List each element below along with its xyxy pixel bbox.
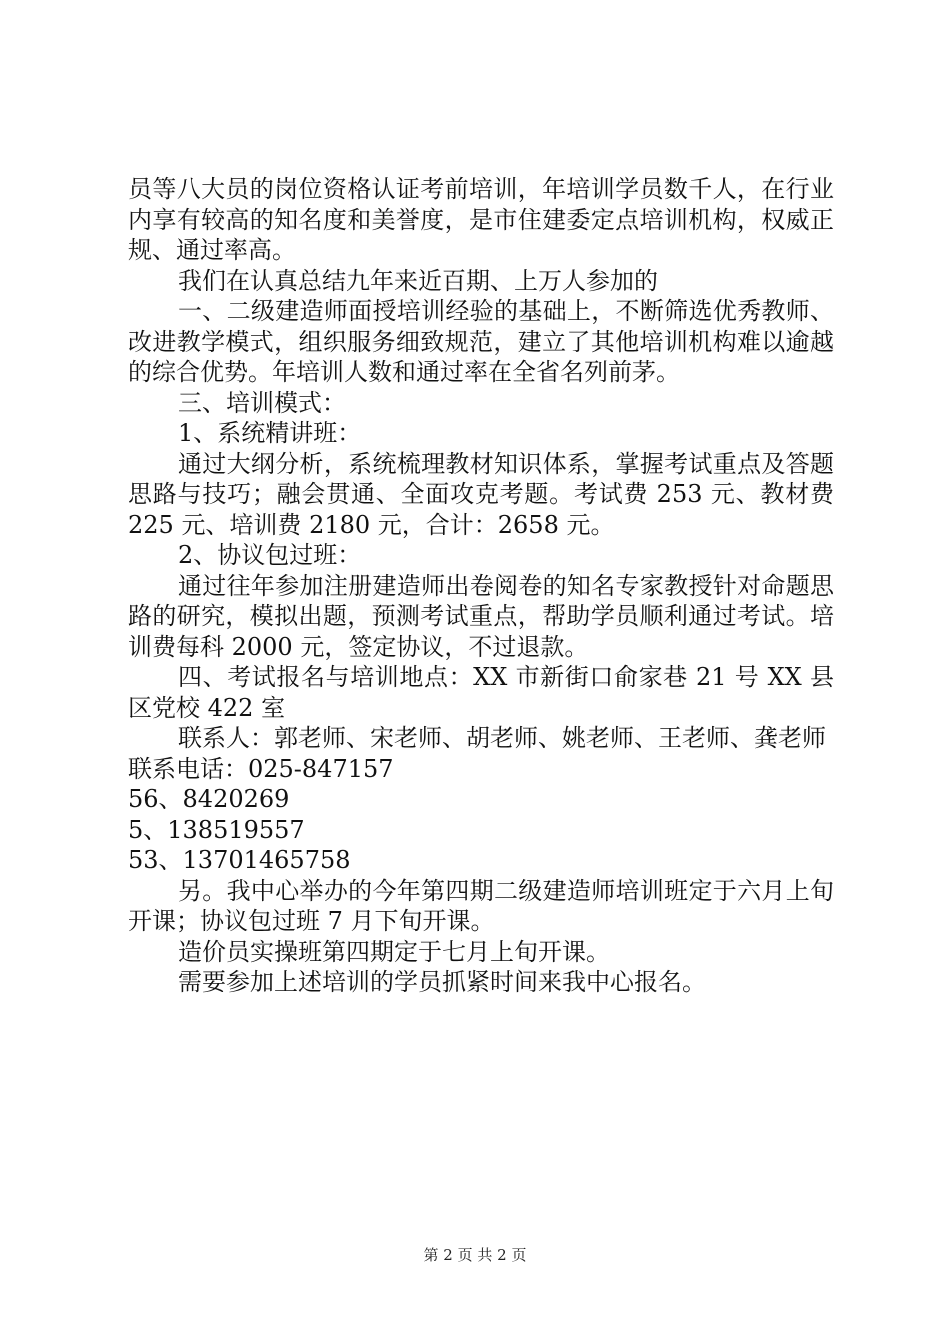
paragraph-cost-class: 造价员实操班第四期定于七月上旬开课。 bbox=[178, 937, 610, 966]
phone-line-1: 联系电话：025-847157 bbox=[128, 754, 394, 783]
paragraph-advantages: 一、二级建造师面授培训经验的基础上，不断筛选优秀教师、改进教学模式，组织服务细致规范，建立了其他培训机构难以逾越的综合优势。年培训人数和通过率在全省名列前茅。 bbox=[128, 297, 834, 386]
paragraph-intro-continued: 员等八大员的岗位资格认证考前培训，年培训学员数千人，在行业内享有较高的知名度和美誉度，是市住建委定点培训机构，权威正规、通过率高。 bbox=[128, 175, 834, 264]
paragraph-guaranteed-class: 通过往年参加注册建造师出卷阅卷的知名专家教授针对命题思路的研究，模拟出题，预测考试重点，帮助学员顺利通过考试。培训费每科 2000 元，签定协议，不过退款。 bbox=[128, 571, 834, 661]
paragraph-closing: 需要参加上述培训的学员抓紧时间来我中心报名。 bbox=[178, 968, 706, 996]
paragraph-summary: 我们在认真总结九年来近百期、上万人参加的 bbox=[178, 266, 658, 295]
phone-line-2: 56、8420269 bbox=[128, 785, 290, 813]
document-body bbox=[128, 174, 834, 998]
paragraph-intensive-class: 通过大纲分析，系统梳理教材知识体系，掌握考试重点及答题思路与技巧；融会贯通、全面攻克考题。考试费 253 元、教材费 225 元、培训费 2180 元，合计：2658 元。 bbox=[128, 449, 834, 539]
paragraph-schedule: 另。我中心举办的今年第四期二级建造师培训班定于六月上旬开课；协议包过班 7 月下旬开课。 bbox=[128, 876, 834, 935]
paragraph-location: 四、考试报名与培训地点：XX 市新街口俞家巷 21 号 XX 县区党校 422 室 bbox=[128, 663, 834, 722]
page-number-footer: 第 2 页 共 2 页 bbox=[423, 1246, 527, 1264]
section-heading-training-mode: 三、培训模式： bbox=[178, 388, 346, 417]
phone-line-3: 5、138519557 bbox=[128, 815, 305, 844]
phone-line-4: 53、13701465758 bbox=[128, 846, 351, 874]
paragraph-contacts: 联系人：郭老师、宋老师、胡老师、姚老师、王老师、龚老师 bbox=[178, 724, 826, 752]
subheading-intensive-class: 1、系统精讲班： bbox=[178, 419, 362, 447]
subheading-guaranteed-class: 2、协议包过班： bbox=[178, 541, 362, 569]
